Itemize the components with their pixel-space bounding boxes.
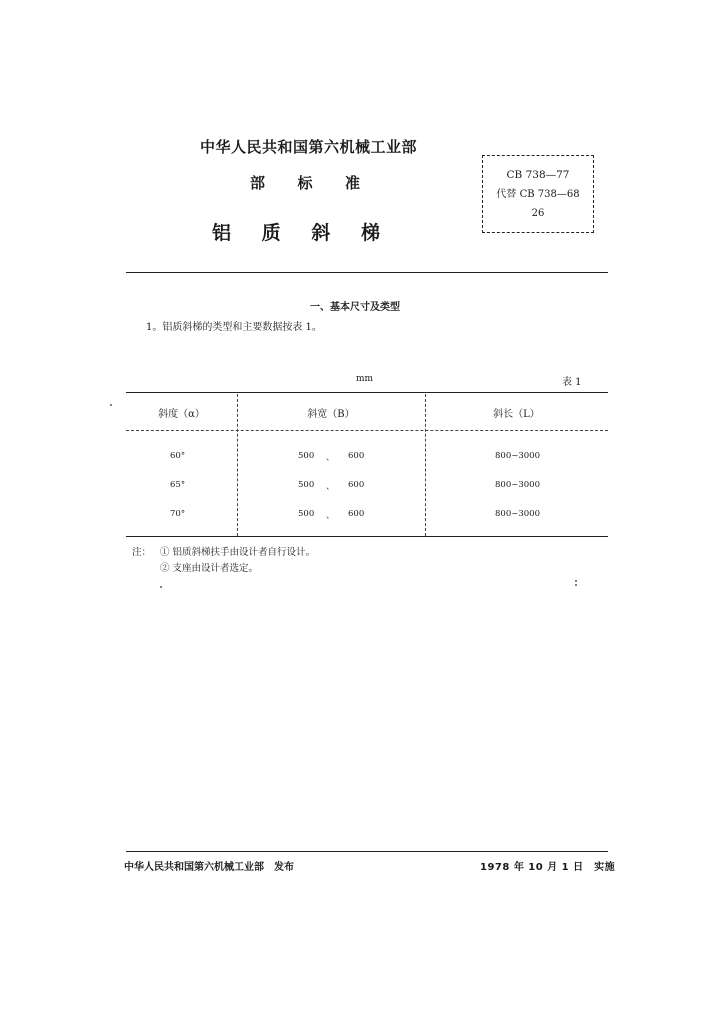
table-row-width-b: 600	[348, 451, 365, 461]
table-row-angle: 60°	[170, 451, 186, 461]
table-label: 表 1	[562, 377, 582, 388]
standard-type-char: 部	[250, 174, 266, 192]
header-divider	[126, 272, 608, 273]
header-width: 斜宽（B）	[307, 409, 355, 420]
table-row-angle: 70°	[170, 509, 186, 519]
table-header-rule	[126, 430, 608, 431]
table-row-width-sep: 、	[326, 482, 335, 492]
footer-rule	[126, 851, 608, 852]
scan-speck	[575, 580, 577, 582]
document-title	[212, 218, 380, 245]
item-1-text: 1。铝质斜梯的类型和主要数据按表 1。	[146, 322, 322, 333]
footer-effective-date: 1978 年 10 月 1 日 实施	[480, 862, 616, 873]
table-top-rule	[126, 392, 608, 393]
ministry-name: 中华人民共和国第六机械工业部	[200, 138, 418, 156]
notes-prefix: 注：	[132, 547, 152, 558]
table-row-width-a: 500	[298, 509, 315, 519]
title-char: 斜	[311, 222, 331, 244]
section-heading: 一、基本尺寸及类型	[310, 302, 400, 313]
table-row-width-sep: 、	[326, 511, 335, 521]
table-row-width-a: 500	[298, 451, 315, 461]
standard-code-box	[482, 155, 594, 233]
title-char: 梯	[360, 222, 380, 244]
table-bottom-rule	[126, 536, 608, 537]
table-row-width-b: 600	[348, 509, 365, 519]
standard-type-char: 准	[344, 174, 360, 192]
table-unit: mm	[356, 374, 374, 384]
header-angle: 斜度（α）	[158, 409, 205, 420]
note-1: ① 铝质斜梯扶手由设计者自行设计。	[160, 547, 316, 558]
title-char: 铝	[212, 222, 232, 244]
table-row-length: 800~3000	[495, 451, 540, 461]
table-row-width-b: 600	[348, 480, 365, 490]
table-row-angle: 65°	[170, 480, 186, 490]
standard-type-char: 标	[297, 174, 313, 192]
table-row-length: 800~3000	[495, 509, 540, 519]
title-char: 质	[261, 222, 281, 244]
scan-speck	[575, 584, 577, 586]
standard-number: CB 738—77	[506, 169, 570, 181]
standard-type-title	[250, 172, 360, 193]
scan-speck	[160, 586, 162, 588]
page-number: 26	[531, 207, 545, 219]
replaces-standard: 代替 CB 738—68	[496, 188, 580, 200]
note-2: ② 支座由设计者选定。	[160, 563, 259, 574]
footer-publisher: 中华人民共和国第六机械工业部 发布	[124, 862, 294, 873]
table-row-length: 800~3000	[495, 480, 540, 490]
table-row-width-a: 500	[298, 480, 315, 490]
table-row-width-sep: 、	[326, 453, 335, 463]
header-length: 斜长（L）	[493, 409, 540, 420]
scan-speck	[110, 404, 112, 406]
